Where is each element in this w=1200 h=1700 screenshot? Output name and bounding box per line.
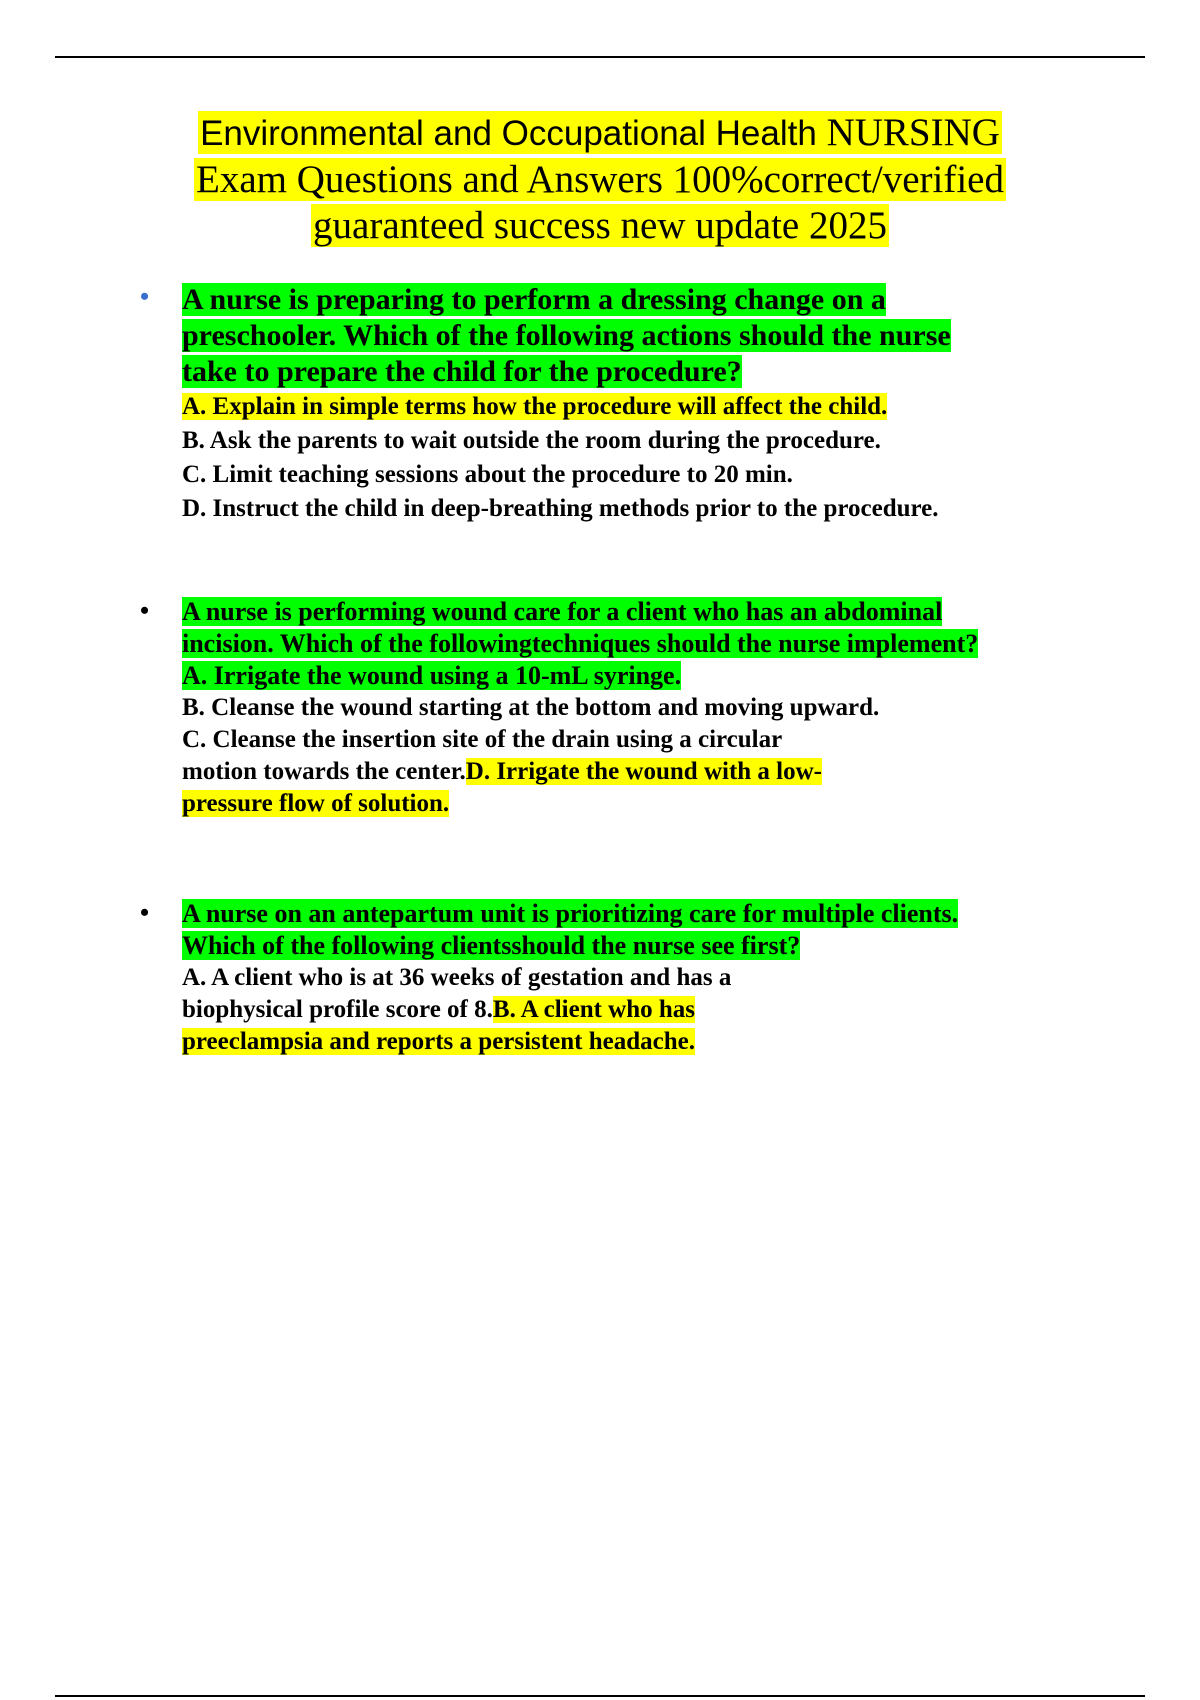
answer-options [182,390,1060,526]
option-a-cont: biophysical profile score of 8.B. A client who has [182,996,696,1023]
title-serif-part: NURSING [826,111,1000,154]
question-stem: A nurse is performing wound care for a client who has an abdominal incision. Which of the followingtechniques should the nurse implement? A. Irrigate the wound using a 10-mL syringe. [182,596,1060,692]
title-line-3: guaranteed success new update 2025 [313,204,887,247]
question-1 [140,282,1060,526]
option-a: A. A client who is at 36 weeks of gestation and has a [182,964,732,991]
question-stem: A nurse is preparing to perform a dressing change on a preschooler. Which of the following actions should the nurse take to prepare the child for the procedure? [182,283,951,388]
title-line-2: Exam Questions and Answers 100%correct/verified [196,158,1004,201]
document-title [100,110,1100,249]
bullet-icon: • [140,596,150,625]
option-c: C. Limit teaching sessions about the procedure to 20 min. [182,461,793,488]
option-a: A. Explain in simple terms how the procedure will affect the child. [182,393,888,420]
bullet-icon: • [140,282,150,311]
option-d: D. Instruct the child in deep-breathing methods prior to the procedure. [182,495,939,522]
option-b: B. A client who has [492,996,696,1023]
option-a: A. Irrigate the wound using a 10-mL syringe. [182,661,682,690]
answer-options [182,962,1060,1058]
title-sans-part: Environmental and Occupational Health [200,114,817,153]
question-2 [140,596,1060,820]
option-c-cont: motion towards the center.D. Irrigate the wound with a low- [182,758,823,785]
bullet-icon: • [140,898,150,927]
option-b-cont: preeclampsia and reports a persistent headache. [182,1028,695,1055]
option-c: C. Cleanse the insertion site of the drain using a circular [182,726,783,753]
answer-options [182,692,1060,820]
option-b: B. Ask the parents to wait outside the room during the procedure. [182,427,881,454]
title-line-1 [100,110,1100,157]
question-stem: A nurse on an antepartum unit is prioritizing care for multiple clients. Which of the following clientsshould the nurse see first? [182,899,959,960]
top-rule [55,56,1145,58]
bottom-rule [55,1695,1145,1697]
option-d-cont: pressure flow of solution. [182,790,450,817]
question-3 [140,898,1060,1058]
option-b: B. Cleanse the wound starting at the bottom and moving upward. [182,694,880,721]
option-d: D. Irrigate the wound with a low- [465,758,823,785]
